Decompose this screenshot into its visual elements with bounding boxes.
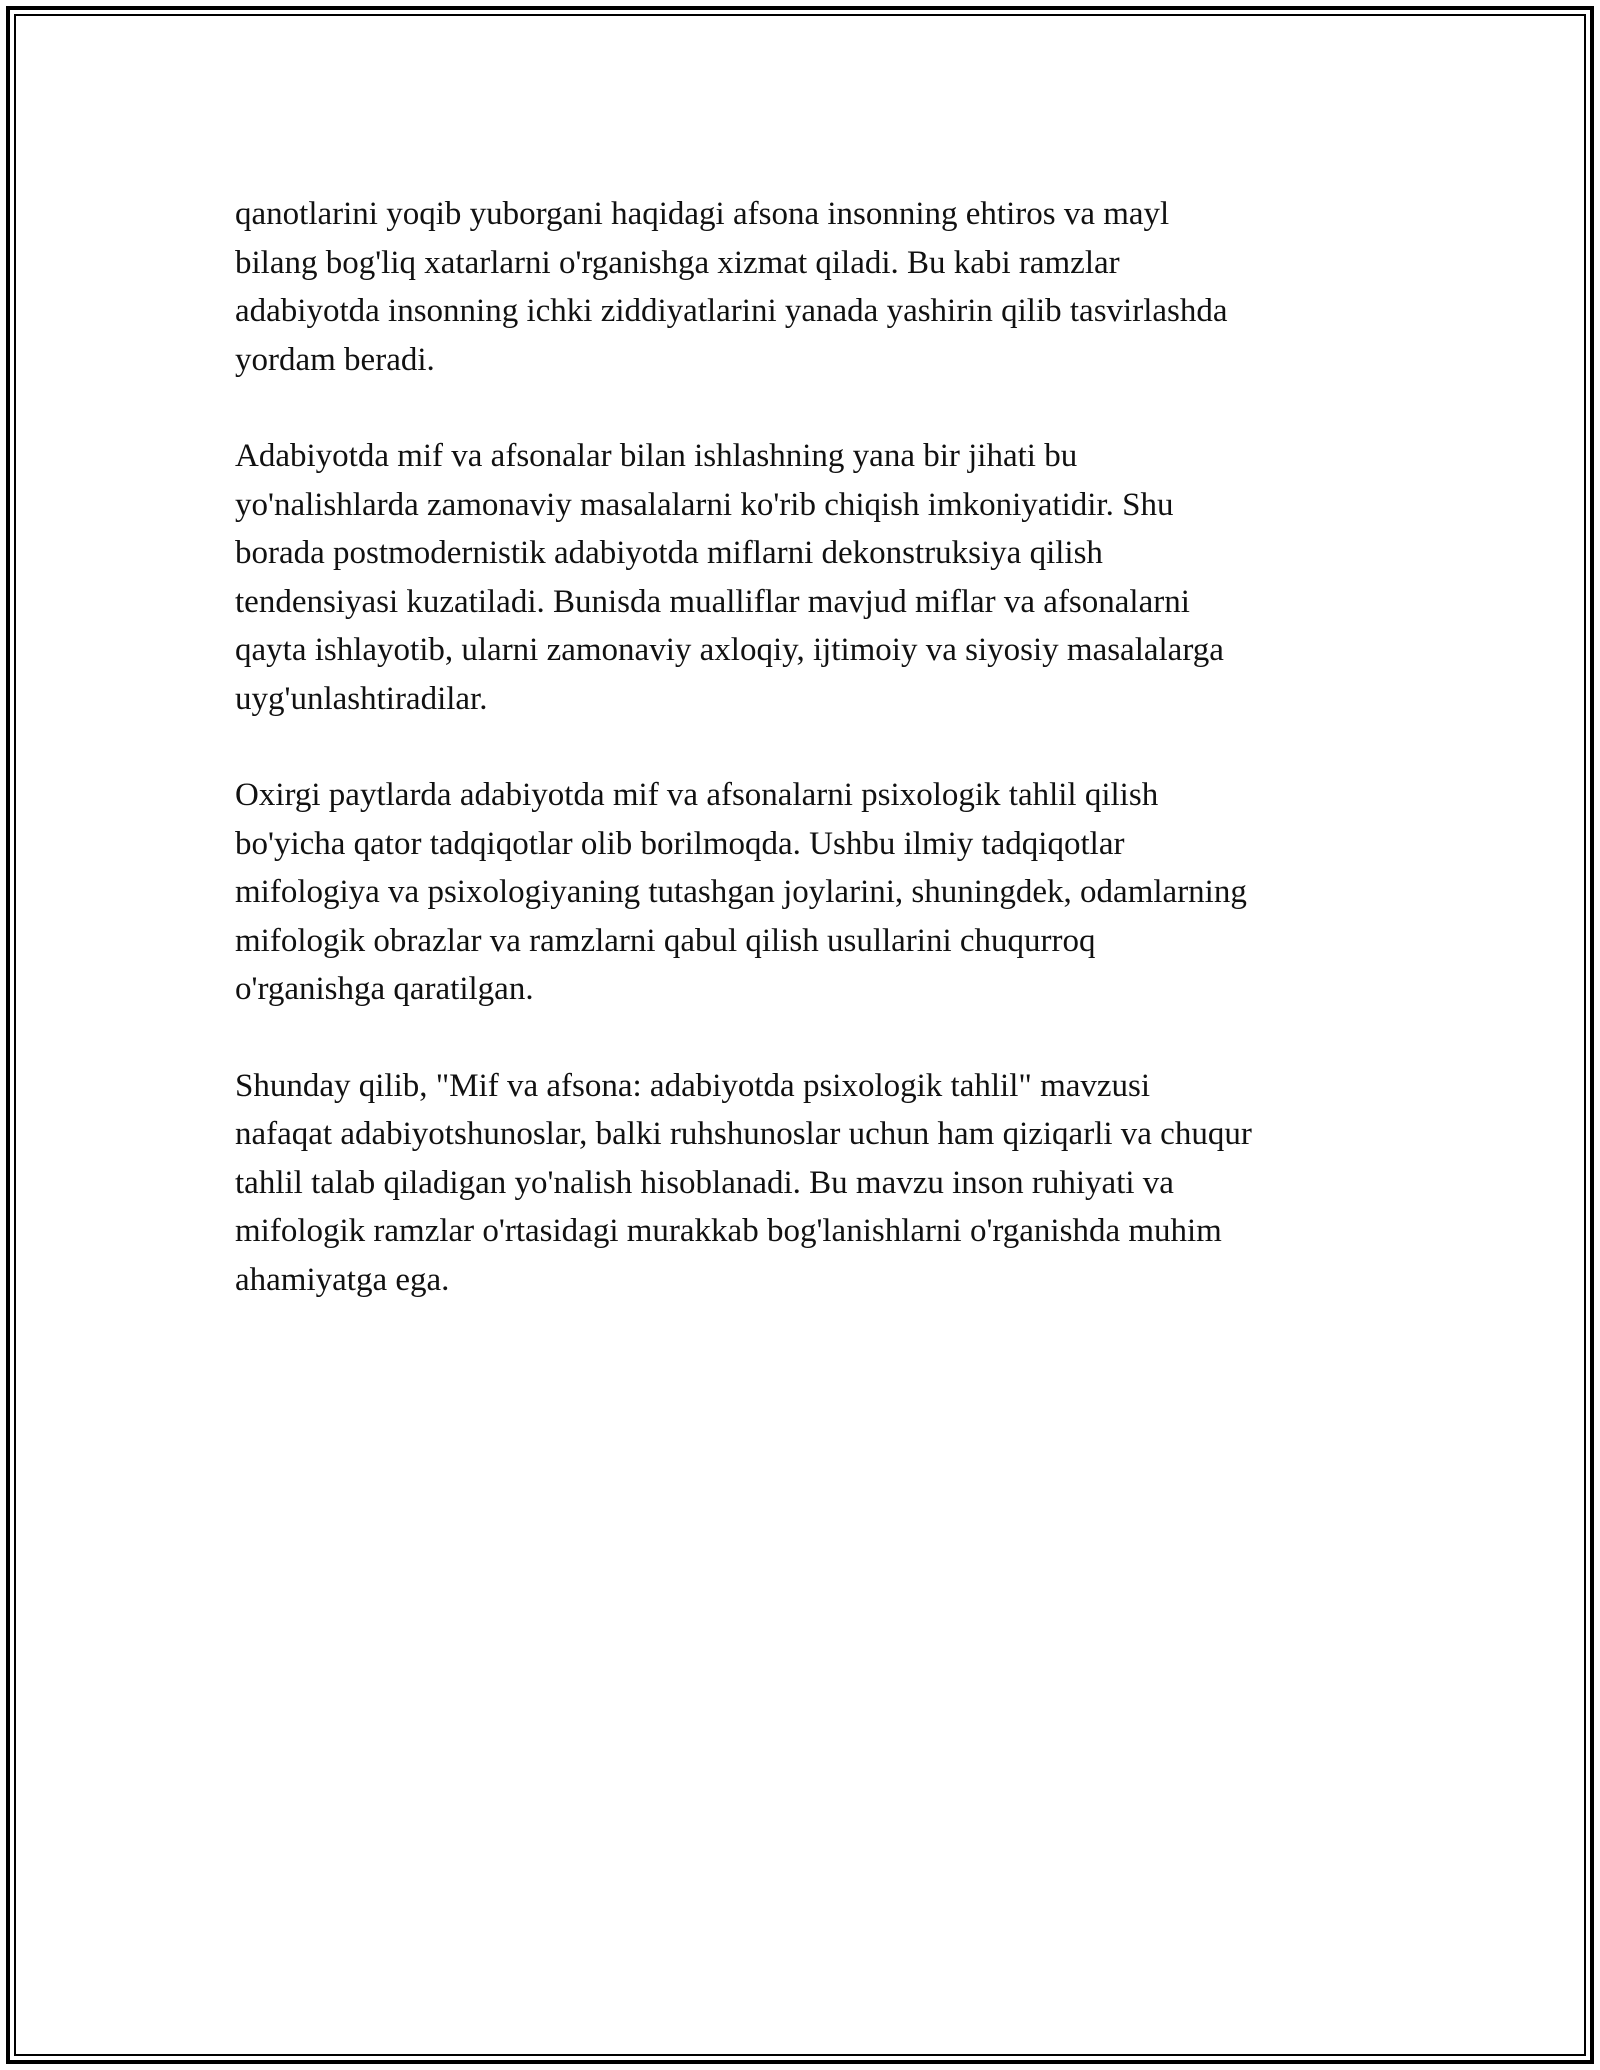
paragraph-4 [235, 1062, 1385, 1305]
text-line: yordam beradi. [235, 341, 435, 378]
text-line: o'rganishga qaratilgan. [235, 971, 534, 1007]
text-line: tendensiyasi kuzatiladi. Bunisda mualliflar mavjud miflar va afsonalarni [235, 583, 1190, 620]
text-line: tahlil talab qiladigan yo'nalish hisoblanadi. Bu mavzu inson ruhiyati va [235, 1164, 1174, 1201]
text-line: yo'nalishlarda zamonaviy masalalarni ko'rib chiqish imkoniyatidir. Shu [235, 486, 1174, 523]
text-line: Oxirgi paytlarda adabiyotda mif va afsonalarni psixologik tahlil qilish [235, 777, 1159, 813]
text-line: Shunday qilib, "Mif va afsona: adabiyotda psixologik tahlil" mavzusi [235, 1067, 1151, 1104]
text-line: uyg'unlashtiradilar. [235, 680, 488, 717]
text-line: adabiyotda insonning ichki ziddiyatlarini yanada yashirin qilib tasvirlashda [235, 293, 1228, 329]
document-body [235, 190, 1385, 1352]
text-line: borada postmodernistik adabiyotda miflarni dekonstruksiya qilish [235, 535, 1103, 571]
text-line: mifologik obrazlar va ramzlarni qabul qilish usullarini chuqurroq [235, 922, 1096, 959]
text-line: ahamiyatga ega. [235, 1261, 450, 1298]
text-line: bilang bog'liq xatarlarni o'rganishga xizmat qiladi. Bu kabi ramzlar [235, 244, 1120, 281]
paragraph-2 [235, 432, 1385, 723]
text-line: mifologiya va psixologiyaning tutashgan joylarini, shuningdek, odamlarning [235, 874, 1247, 910]
paragraph-3 [235, 771, 1385, 1014]
text-line: bo'yicha qator tadqiqotlar olib borilmoqda. Ushbu ilmiy tadqiqotlar [235, 825, 1125, 862]
text-line: mifologik ramzlar o'rtasidagi murakkab bog'lanishlarni o'rganishda muhim [235, 1213, 1222, 1249]
text-line: qanotlarini yoqib yuborgani haqidagi afsona insonning ehtiros va mayl [235, 196, 1170, 232]
text-line: nafaqat adabiyotshunoslar, balki ruhshunoslar uchun ham qiziqarli va chuqur [235, 1116, 1252, 1152]
text-line: Adabiyotda mif va afsonalar bilan ishlashning yana bir jihati bu [235, 438, 1078, 474]
paragraph-1 [235, 190, 1385, 384]
text-line: qayta ishlayotib, ularni zamonaviy axloqiy, ijtimoiy va siyosiy masalalarga [235, 632, 1224, 668]
